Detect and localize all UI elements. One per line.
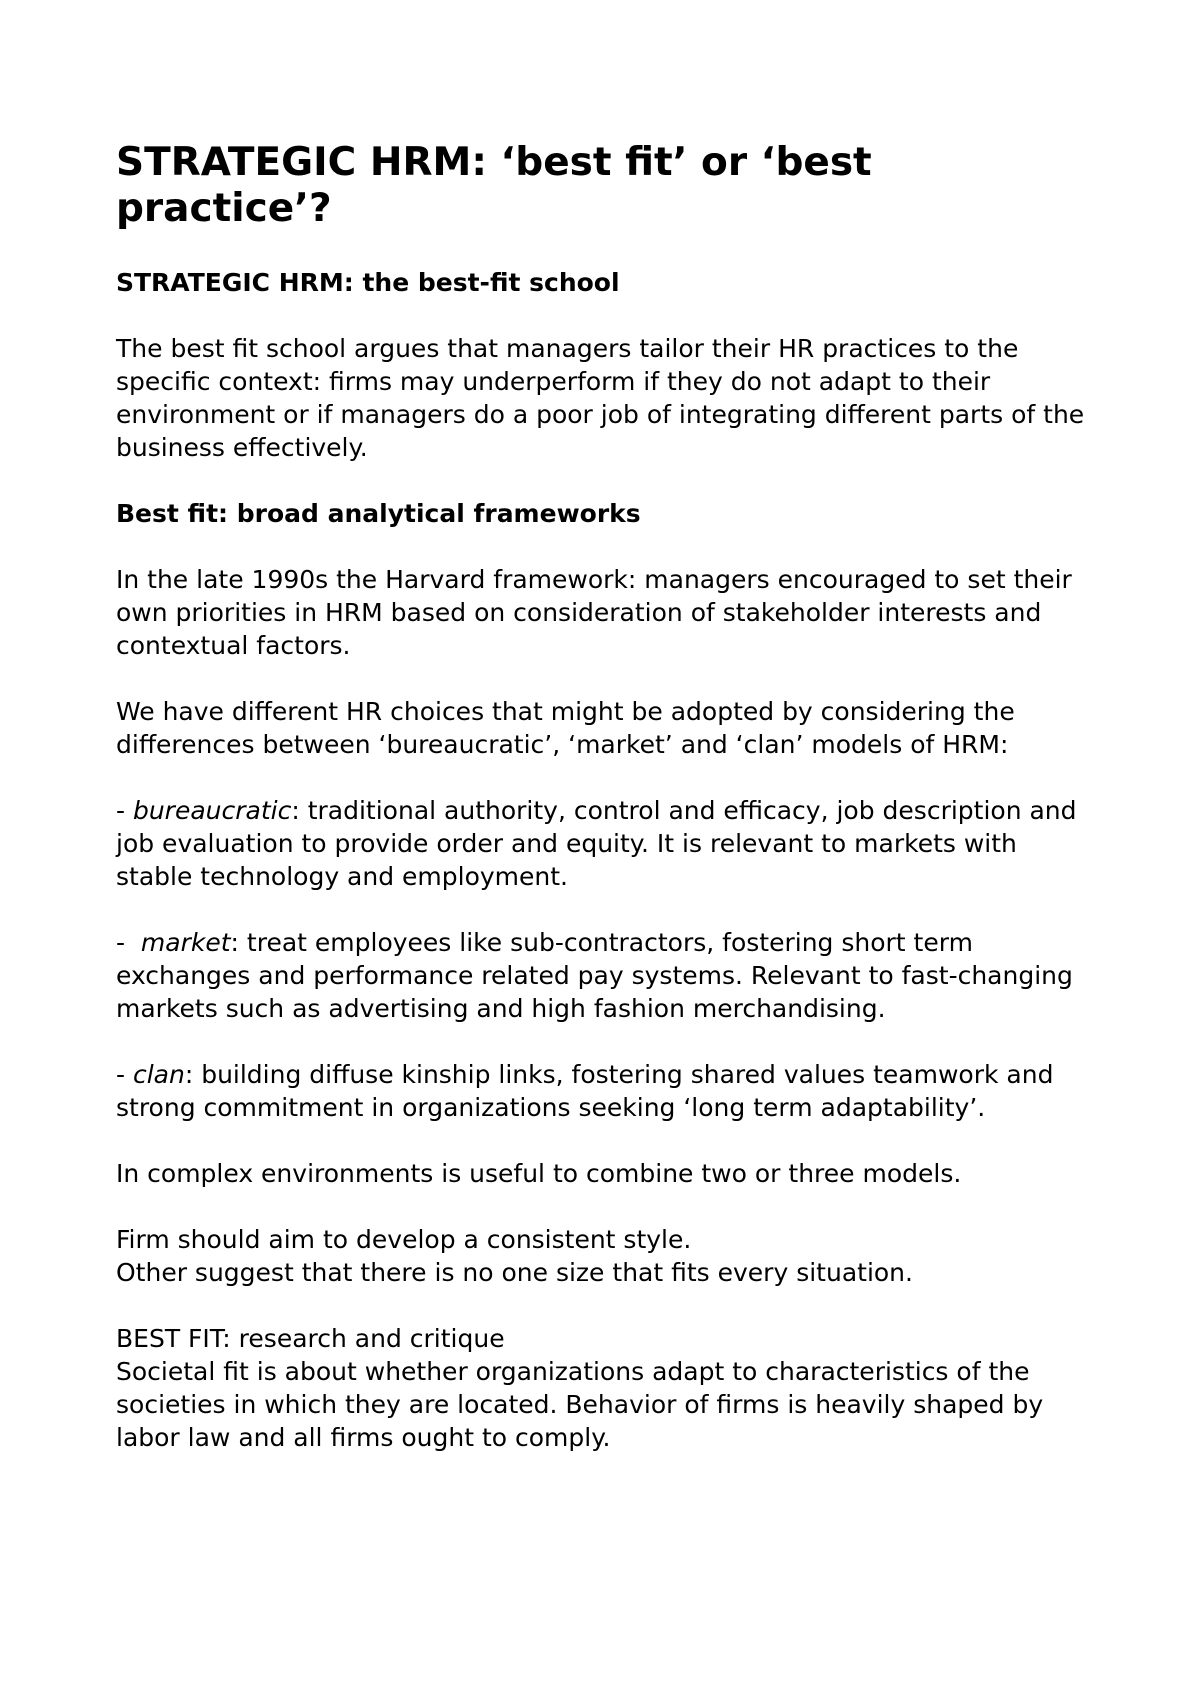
list-item-text: : traditional authority, control and efficacy, job description and job evaluation to provide order and equity. It is relevant to markets with stable technology and employment. bbox=[116, 796, 1077, 891]
paragraph-best-fit-school: The best fit school argues that managers tailor their HR practices to the specific context: firms may underperform if they do not adapt to their environment or if managers do a poor job of integrating different parts of the business effectively. bbox=[116, 334, 1085, 462]
paragraph-harvard-framework: In the late 1990s the Harvard framework: managers encouraged to set their own priorities in HRM based on consideration of stakeholder interests and contextual factors. bbox=[116, 565, 1072, 660]
paragraph-consistent-style: Firm should aim to develop a consistent style. bbox=[116, 1225, 692, 1254]
paragraph-complex-environments: In complex environments is useful to combine two or three models. bbox=[116, 1159, 962, 1188]
paragraph-no-one-size: Other suggest that there is no one size that fits every situation. bbox=[116, 1258, 913, 1287]
list-item-bureaucratic bbox=[116, 794, 1096, 893]
term-market: market bbox=[140, 928, 231, 957]
heading-analytical-frameworks: Best fit: broad analytical frameworks bbox=[116, 499, 641, 528]
paragraph-societal-fit: Societal fit is about whether organizations adapt to characteristics of the societies in which they are located. Behavior of firms is heavily shaped by labor law and all firms ought to comply. bbox=[116, 1357, 1044, 1452]
term-clan: clan bbox=[132, 1060, 185, 1089]
list-item-prefix: - bbox=[116, 1060, 133, 1089]
list-item-text: : treat employees like sub-contractors, fostering short term exchanges and performance related pay systems. Relevant to fast-changing markets such as advertising and high fashion merchandising. bbox=[116, 928, 1073, 1023]
heading-research-critique: BEST FIT: research and critique bbox=[116, 1324, 505, 1353]
document-title: STRATEGIC HRM: ‘best fit’ or ‘best practice’? bbox=[116, 140, 872, 231]
list-item-prefix: - bbox=[116, 928, 141, 957]
list-item-text: : building diffuse kinship links, fostering shared values teamwork and strong commitment in organizations seeking ‘long term adaptability’. bbox=[116, 1060, 1054, 1122]
list-item-market bbox=[116, 926, 1096, 1025]
heading-best-fit-school: STRATEGIC HRM: the best-fit school bbox=[116, 268, 620, 297]
list-item-clan bbox=[116, 1058, 1096, 1124]
term-bureaucratic: bureaucratic bbox=[132, 796, 292, 825]
list-item-prefix: - bbox=[116, 796, 133, 825]
paragraph-hr-choices: We have different HR choices that might be adopted by considering the differences between ‘bureaucratic’, ‘market’ and ‘clan’ models of HRM: bbox=[116, 697, 1015, 759]
